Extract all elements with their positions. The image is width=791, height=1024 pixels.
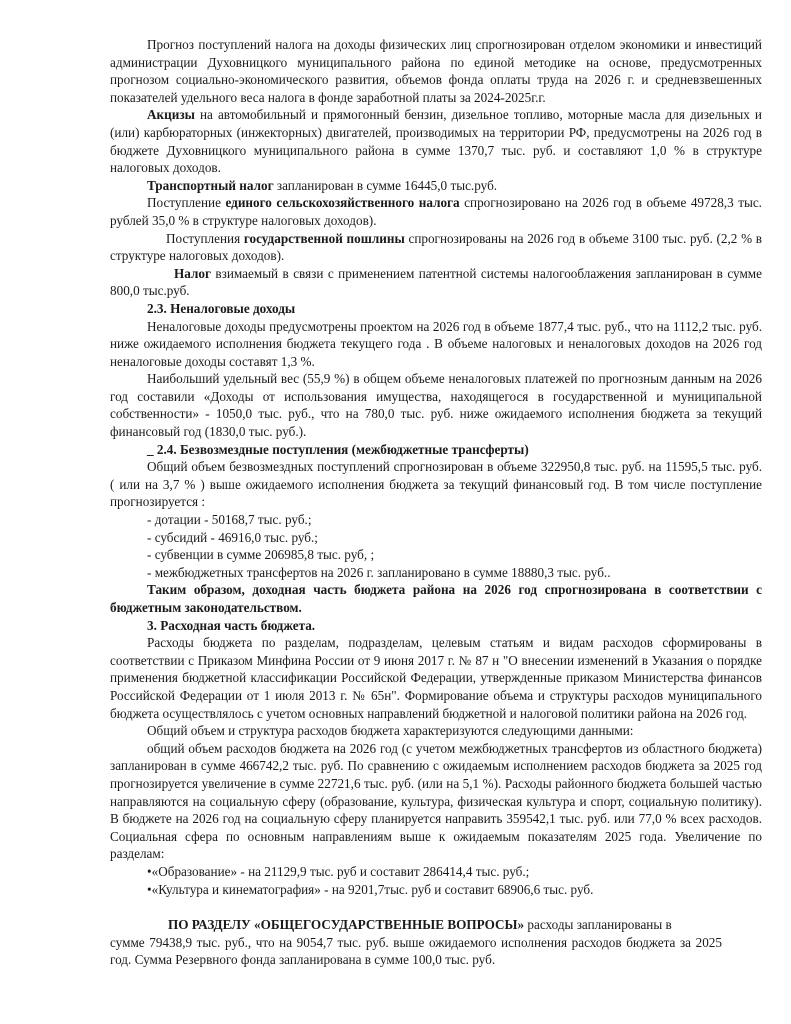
paragraph-agricultural-tax: [110, 194, 762, 229]
list-item-subsidy: - субвенции в сумме 206985,8 тыс. руб, ;: [147, 547, 375, 563]
paragraph-general-issues: сумме 79438,9 тыс. руб., что на 9054,7 тыс. руб. выше ожидаемого исполнения расходов бюджета за 2025 год. Сумма Резервного фонда запланирована в сумме 100,0 тыс. руб.: [110, 934, 722, 968]
bold-term: Акцизы: [147, 107, 195, 123]
paragraph-text: спрогнозированы на 2026 год в объеме 3100 тыс. руб. (2,2 % в структуре налоговых доходов).: [110, 230, 762, 264]
list-item-subsidy: - межбюджетных трансфертов на 2026 г. запланировано в сумме 18880,3 тыс. руб..: [147, 564, 611, 580]
paragraph-excise: [110, 106, 762, 176]
paragraph-property-income: Наибольший удельный вес (55,9 %) в общем объеме неналоговых платежей по прогнозным данным на 2026 год составили «Доходы от использования имущества, находящегося в государственной и муниципальной собственности» - 1050,0 тыс. руб., что на 780,0 тыс. руб. ниже ожидаемого исполнения бюджета за текущий финансовый год (1830,0 тыс. руб.).: [110, 371, 762, 440]
paragraph-general-issues-heading: [110, 916, 762, 934]
paragraph-income-conclusion: Таким образом, доходная часть бюджета района на 2026 год спрогнозирована в соответствии с бюджетным законодательством.: [110, 582, 762, 615]
paragraph-expenses-intro: Общий объем и структура расходов бюджета характеризуются следующими данными:: [147, 723, 634, 739]
list-item-subsidy: - дотации - 50168,7 тыс. руб.;: [147, 512, 312, 528]
heading-2-3: 2.3. Неналоговые доходы: [147, 300, 296, 316]
bullet-item-culture: •«Культура и кинематография» - на 9201,7тыс. руб и составит 68906,6 тыс. руб.: [147, 881, 594, 897]
bullet-item-education: •«Образование» - на 21129,9 тыс. руб и составит 286414,4 тыс. руб.;: [147, 863, 530, 879]
paragraph-text: Поступление: [147, 195, 226, 211]
paragraph-text: взимаемый в связи с применением патентной системы налогооблажения запланирован в сумме 800,0 тыс.руб.: [110, 265, 762, 299]
heading-3: 3. Расходная часть бюджета.: [147, 617, 316, 633]
paragraph-ndfl: Прогноз поступлений налога на доходы физических лиц спрогнозирован отделом экономики и инвестиций администрации Духовницкого муниципального района по единой методике на основе, предусмотренных прогнозом социально-экономического развития, объемов фонда оплаты труда на 2026 г. и средневзвешенных показателей удельного веса налога в фонде заработной платы за 2024-2025г.г.: [110, 37, 762, 105]
paragraph-text: запланирован в сумме 16445,0 тыс.руб.: [273, 177, 498, 193]
paragraph-non-tax-income: Неналоговые доходы предусмотрены проектом на 2026 год в объеме 1877,4 тыс. руб., что на 1112,2 тыс. руб. ниже ожидаемого исполнения бюджета текущего года . В объеме налоговых и неналоговых доходов на 2026 год неналоговые доходы составят 1,3 %.: [110, 318, 762, 369]
list-item-subsidy: - субсидий - 46916,0 тыс. руб.;: [147, 529, 318, 545]
paragraph-transport-tax: [110, 177, 762, 195]
paragraph-state-duty: [110, 230, 762, 265]
paragraph-expenses-basis: Расходы бюджета по разделам, подразделам, целевым статьям и видам расходов сформированы в соответствии с Приказом Минфина России от 9 июня 2017 г. № 87 н "О внесении изменений в Указания о порядке применения бюджетной классификации Российской Федерации, утвержденные приказом Министерства финансов Российской Федерации от 1 июля 2013 г. № 65н". Формирование объема и структуры расходов муниципального бюджета осуществлялось с учетом основных направлений бюджетной и налоговой политики района на 2026 год.: [110, 635, 762, 721]
paragraph-text: расходы запланированы в: [524, 917, 672, 933]
paragraph-text: на автомобильный и прямогонный бензин, дизельное топливо, моторные масла для дизельных и (или) карбюраторных (инжекторных) двигателей, производимых на территории РФ, предусмотрены на 2026 год в бюджете Духовницкого муниципального района в сумме 1370,7 тыс. руб. и составляют 1,0 % в структуре налоговых доходов.: [110, 107, 762, 176]
bold-term: государственной пошлины: [243, 230, 405, 246]
document-page: [110, 36, 762, 969]
bold-term: ПО РАЗДЕЛУ «ОБЩЕГОСУДАРСТВЕННЫЕ ВОПРОСЫ»: [168, 917, 525, 933]
paragraph-text: Поступления: [166, 230, 244, 246]
bold-term: Налог: [174, 265, 211, 281]
spacer: [110, 898, 762, 916]
heading-2-4: _ 2.4. Безвозмездные поступления (межбюджетные трансферты): [147, 441, 529, 457]
paragraph-expenses-total: общий объем расходов бюджета на 2026 год (с учетом межбюджетных трансфертов из областного бюджета) запланирован в сумме 466742,2 тыс. руб. По сравнению с ожидаемым исполнением расходов бюджета за 2025 год прогнозируется увеличение в сумме 22721,6 тыс. руб. (или на 5,1 %). Расходы районного бюджета большей частью направляются на социальную сферу (образование, культура, физическая культура и спорт, социальную политику). В бюджете на 2026 год на социальную сферу планируется направить 359542,1 тыс. руб. или 77,0 % всех расходов. Социальная сфера по основным направлениям выше к ожидаемым показателям 2025 года. Увеличение по разделам:: [110, 740, 762, 862]
paragraph-text: спрогнозировано на 2026 год в объеме 49728,3 тыс. рублей 35,0 % в структуре налоговых доходов).: [110, 195, 762, 228]
bold-term: единого сельскохозяйственного налога: [225, 195, 460, 211]
paragraph-transfers: Общий объем безвозмездных поступлений спрогнозирован в объеме 322950,8 тыс. руб. на 11595,5 тыс. руб. ( или на 3,7 % ) выше ожидаемого исполнения бюджета за текущий финансовый год. В том числе поступление прогнозируется :: [110, 459, 762, 510]
paragraph-patent-tax: [110, 265, 762, 300]
bold-term: Транспортный налог: [147, 177, 274, 193]
